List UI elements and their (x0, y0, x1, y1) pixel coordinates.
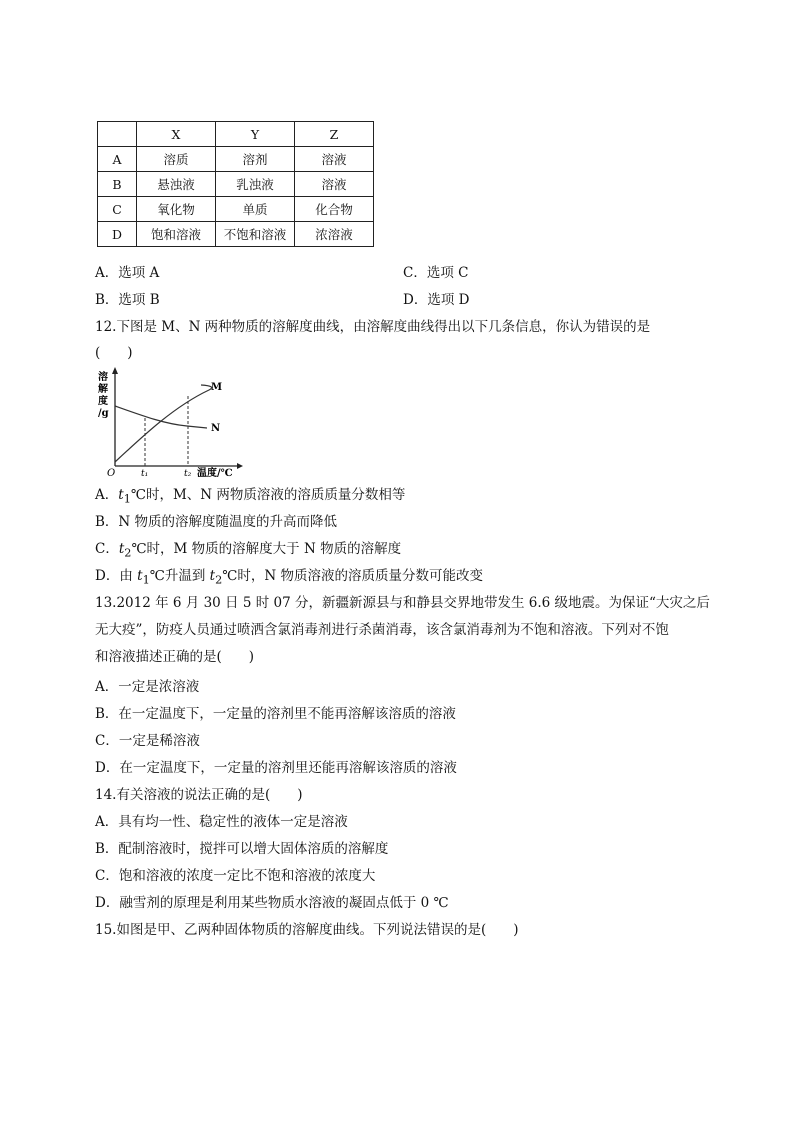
table-header-cell: Z (295, 122, 374, 147)
t1-tick-label: t₁ (141, 469, 149, 478)
q14-stem: 14.有关溶液的说法正确的是( ) (95, 787, 303, 803)
curve-m (115, 385, 212, 462)
table-row (98, 147, 374, 172)
q13-option-c: C．一定是稀溶液 (95, 733, 200, 749)
option-text: ℃时，M、N 两物质溶液的溶质质量分数相等 (130, 487, 406, 503)
table-cell: C (98, 197, 137, 222)
option-text: ℃升温到 (149, 568, 210, 584)
t2-tick-label: t₂ (184, 469, 192, 478)
table-cell: 悬浊液 (137, 172, 216, 197)
table-header-cell: Y (216, 122, 295, 147)
solubility-graph (95, 366, 245, 478)
var-t: t (118, 541, 125, 557)
table-cell: 不饱和溶液 (216, 222, 295, 247)
subscript: 2 (124, 546, 132, 560)
table-header-cell: X (137, 122, 216, 147)
y-axis-arrow (112, 367, 118, 374)
q13-stem-line: 13.2012 年 6 月 30 日 5 时 07 分，新疆新源县与和静县交界地带发生 6.6 级地震。为保证“大灾之后 (95, 595, 710, 611)
curve-n (115, 406, 207, 428)
subscript: 1 (123, 492, 131, 506)
q12-stem: 12.下图是 M、N 两种物质的溶解度曲线，由溶解度曲线得出以下几条信息，你认为错误的是 (95, 319, 651, 335)
table-cell: 化合物 (295, 197, 374, 222)
q12-option-c (95, 539, 401, 564)
q11-option-b: B．选项 B (95, 292, 160, 308)
q13-option-a: A．一定是浓溶液 (95, 679, 200, 695)
option-prefix: C． (95, 541, 119, 557)
table-row (98, 197, 374, 222)
y-label-char: 溶 (98, 372, 108, 383)
q12-paren: ( ) (95, 345, 133, 361)
option-prefix: D．由 (95, 568, 138, 584)
origin-label: O (107, 468, 116, 478)
y-label-char: 度 (98, 396, 108, 407)
option-text: ℃时，N 物质溶液的溶质质量分数可能改变 (222, 568, 483, 584)
table-cell: 饱和溶液 (137, 222, 216, 247)
option-text: ℃时，M 物质的溶解度大于 N 物质的溶解度 (131, 541, 402, 557)
x-axis-arrow (237, 463, 243, 469)
x-axis-label: 温度/℃ (197, 468, 233, 478)
table-cell: A (98, 147, 137, 172)
table-cell: 单质 (216, 197, 295, 222)
q12-option-d (95, 566, 483, 591)
q11-option-a: A．选项 A (95, 265, 160, 281)
var-t: t (137, 568, 143, 584)
table-cell: 溶质 (137, 147, 216, 172)
q13-option-b: B．在一定温度下，一定量的溶剂里不能再溶解该溶质的溶液 (95, 706, 456, 722)
table-cell: 浓溶液 (295, 222, 374, 247)
q11-option-d: D．选项 D (403, 292, 470, 308)
q14-option-d: D．融雪剂的原理是利用某些物质水溶液的凝固点低于 0 ℃ (95, 895, 449, 911)
table-cell: 溶剂 (216, 147, 295, 172)
var-t: t (118, 487, 124, 503)
y-label-char: 解 (98, 384, 108, 395)
q14-option-b: B．配制溶液时，搅拌可以增大固体溶质的溶解度 (95, 841, 389, 857)
q12-option-b: B．N 物质的溶解度随温度的升高而降低 (95, 514, 338, 530)
var-t: t (209, 568, 216, 584)
table-cell: B (98, 172, 137, 197)
q13-stem-line: 和溶液描述正确的是( ) (95, 649, 255, 665)
q14-option-c: C．饱和溶液的浓度一定比不饱和溶液的浓度大 (95, 868, 376, 884)
options-table (97, 121, 374, 247)
subscript: 1 (142, 573, 150, 587)
curve-n-label: N (211, 423, 221, 434)
q12-option-a (95, 485, 405, 510)
q15-stem: 15.如图是甲、乙两种固体物质的溶解度曲线。下列说法错误的是( ) (95, 922, 519, 938)
q11-option-c: C．选项 C (403, 265, 469, 281)
q13-option-d: D．在一定温度下，一定量的溶剂里还能再溶解该溶质的溶液 (95, 760, 457, 776)
q14-option-a: A．具有均一性、稳定性的液体一定是溶液 (95, 814, 348, 830)
table-cell: 乳浊液 (216, 172, 295, 197)
subscript: 2 (215, 573, 223, 587)
table-cell: 溶液 (295, 147, 374, 172)
table-header-cell (98, 122, 137, 147)
curve-m-label: M (211, 382, 223, 393)
table-header-row (98, 122, 374, 147)
table-cell: 氧化物 (137, 197, 216, 222)
q13-stem-line: 无大疫”，防疫人员通过喷洒含氯消毒剂进行杀菌消毒，该含氯消毒剂为不饱和溶液。下列对不饱 (95, 622, 669, 638)
table-cell: 溶液 (295, 172, 374, 197)
y-label-char: /g (98, 408, 109, 419)
table-row (98, 222, 374, 247)
table-cell: D (98, 222, 137, 247)
option-prefix: A． (95, 487, 119, 503)
table-row (98, 172, 374, 197)
